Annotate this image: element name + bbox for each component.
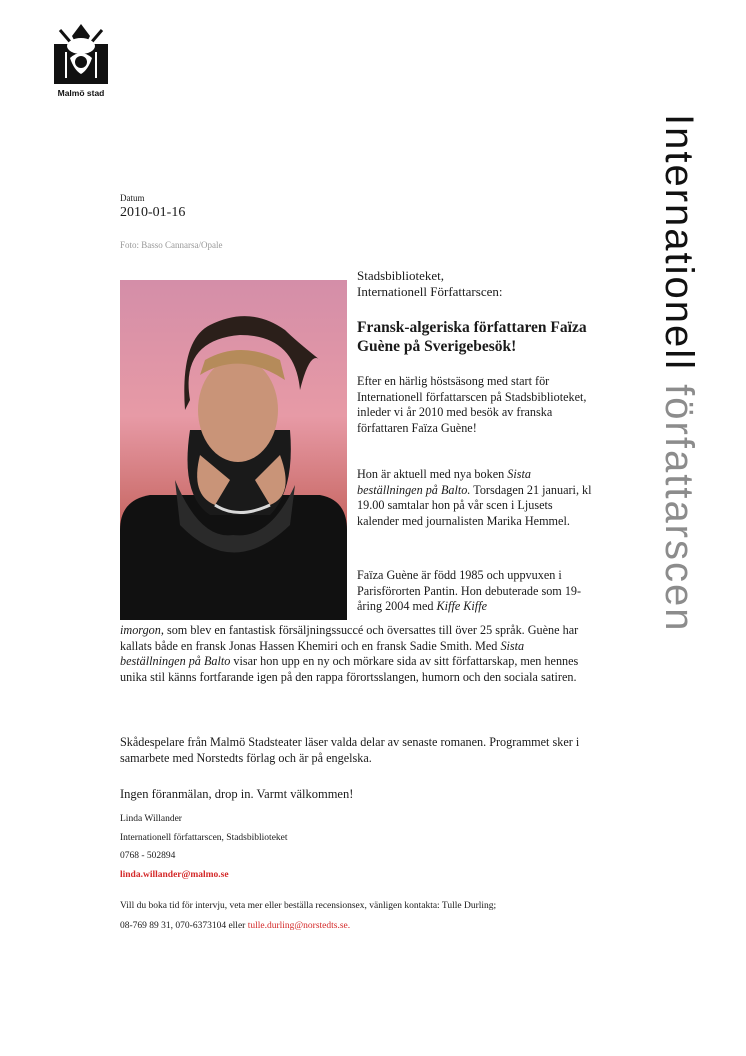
date-label: Datum: [120, 193, 145, 203]
intro-line2: Internationell Författarscen:: [357, 284, 503, 299]
paragraph-3-part-a: [357, 568, 597, 615]
invite: Ingen föranmälan, drop in. Varmt välkommen!: [120, 787, 354, 801]
paragraph-4: Skådespelare från Malmö Stadsteater läser valda delar av senaste romanen. Programmet sker i samarbete med Norstedts förlag och är på engelska.: [120, 735, 580, 765]
paragraph-2-before: Hon är aktuell med nya boken: [357, 467, 508, 481]
logo: [52, 22, 110, 98]
paragraph-2-after: Torsdagen 21 januari, kl 19.00 samtalar hon på vår scen i Ljusets kalender med journalisten Marika Hemmel.: [357, 482, 592, 528]
paragraph-1: Efter en härlig höstsäsong med start för Internationell författarscen på Stadsbiblioteket, inleder vi år 2010 med besök av franska författaren Faïza Guène!: [357, 374, 587, 435]
paragraph-3-before: Faïza Guène är född 1985 och uppvuxen i Parisförorten Pantin. Hon debuterade som 19-åring 2004 med: [357, 568, 582, 613]
paragraph-3-middle: som blev en fantastisk försäljningssuccé och översattes till över 25 språk. Guène har kallats både en fransk Jonas Hassen Khemiri och en fransk Sadie Smith. Med: [120, 623, 579, 653]
footer-line1: Vill du boka tid för intervju, veta mer eller beställa recensionsex, vänligen kontakta: Tulle Durling;: [120, 901, 497, 911]
date-value: 2010-01-16: [120, 205, 186, 220]
footer-line2: [120, 916, 590, 936]
footer: [120, 896, 590, 936]
vertical-title: [654, 114, 704, 774]
contact-email-link[interactable]: linda.willander@malmo.se: [120, 869, 229, 880]
headline: Fransk-algeriska författaren Faïza Guène på Sverigebesök!: [357, 319, 587, 355]
book-title-2: Sista beställningen på Balto: [120, 638, 525, 668]
debut-title-b: imorgon,: [120, 623, 164, 637]
photo-credit: Foto: Basso Cannarsa/Opale: [120, 240, 223, 250]
debut-title-a: Kiffe Kiffe: [436, 599, 487, 613]
intro-line1: Stadsbiblioteket,: [357, 268, 445, 283]
footer-phones: 08-769 89 31, 070-6373104 eller: [120, 921, 248, 931]
paragraph-3-after: visar hon upp en ny och mörkare sida av sitt författarskap, men hennes unika stil känns fortfarande igen på den rappa förortsslangen, humorn och den sociala satiren.: [120, 654, 579, 684]
footer-email-link[interactable]: tulle.durling@norstedts.se.: [247, 921, 351, 931]
paragraph-2: [357, 467, 597, 529]
contact-org: Internationell författarscen, Stadsbiblioteket: [120, 832, 288, 843]
paragraph-3-part-b: [120, 623, 590, 685]
author-photo: [120, 280, 347, 620]
intro: [357, 268, 597, 300]
malmo-coat-of-arms-icon: [52, 22, 110, 86]
logo-label: Malmö stad: [57, 88, 105, 98]
contact-block: [120, 810, 288, 884]
vertical-title-part1: Internationell: [657, 114, 701, 372]
book-title: Sista beställningen på Balto.: [357, 467, 531, 497]
contact-phone: 0768 - 502894: [120, 851, 176, 861]
vertical-title-part2: författarscen: [657, 384, 701, 633]
contact-name: Linda Willander: [120, 814, 182, 824]
